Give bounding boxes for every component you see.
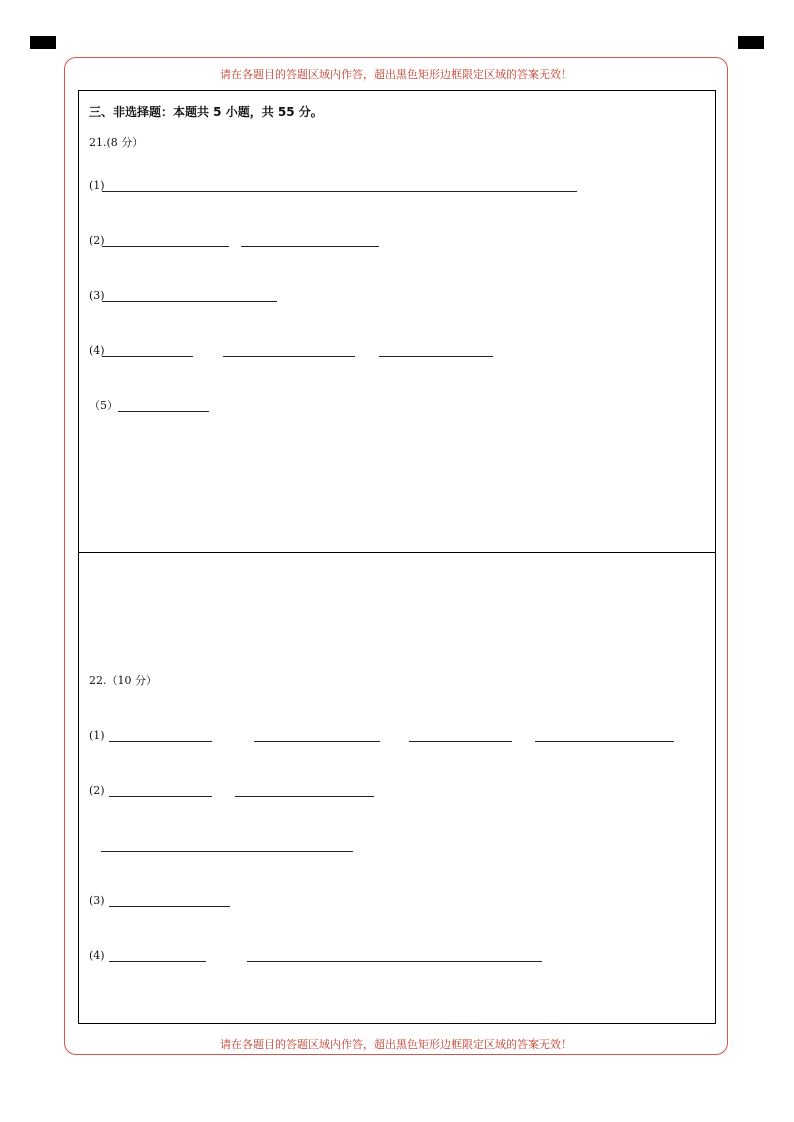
answer-box-21	[78, 90, 716, 553]
q21-part-2-answer-line-1[interactable]	[102, 246, 229, 247]
q22-part-1-answer-line-1[interactable]	[109, 741, 212, 742]
q22-part-3-answer-line[interactable]	[109, 906, 230, 907]
q21-part-4-answer-line-1[interactable]	[102, 356, 193, 357]
question-21-title: 21.(8 分）	[89, 136, 144, 149]
q22-part-3-label: (3)	[89, 894, 105, 907]
q21-part-5-label: （5）	[89, 399, 118, 412]
q21-part-5-answer-line[interactable]	[118, 411, 209, 412]
q21-part-1-label: (1)	[89, 179, 105, 192]
section-heading: 三、非选择题：本题共 5 小题，共 55 分。	[89, 105, 323, 119]
q21-part-4-answer-line-3[interactable]	[379, 356, 493, 357]
q21-part-2-label: (2)	[89, 234, 105, 247]
q21-part-4-answer-line-2[interactable]	[223, 356, 355, 357]
q21-part-4-label: (4)	[89, 344, 105, 357]
q21-part-2-answer-line-2[interactable]	[241, 246, 379, 247]
answer-box-22	[78, 552, 716, 1024]
alignment-mark-left	[30, 36, 56, 49]
q22-part-2-answer-line-3[interactable]	[101, 851, 353, 852]
q21-part-3-label: (3)	[89, 289, 105, 302]
alignment-mark-right	[738, 36, 764, 49]
q22-part-1-answer-line-3[interactable]	[409, 741, 512, 742]
q22-part-2-answer-line-2[interactable]	[235, 796, 374, 797]
q22-part-4-answer-line-1[interactable]	[109, 961, 206, 962]
q22-part-1-answer-line-4[interactable]	[535, 741, 674, 742]
q22-part-1-answer-line-2[interactable]	[254, 741, 380, 742]
notice-top: 请在各题目的答题区域内作答，超出黑色矩形边框限定区域的答案无效！	[220, 68, 572, 81]
q22-part-1-label: (1)	[89, 729, 105, 742]
q22-part-4-answer-line-2[interactable]	[247, 961, 542, 962]
q22-part-4-label: (4)	[89, 949, 105, 962]
q21-part-1-answer-line[interactable]	[102, 191, 577, 192]
q21-part-3-answer-line[interactable]	[102, 301, 277, 302]
question-22-title: 22.（10 分）	[89, 674, 157, 687]
q22-part-2-answer-line-1[interactable]	[109, 796, 212, 797]
q22-part-2-label: (2)	[89, 784, 105, 797]
notice-bottom: 请在各题目的答题区域内作答，超出黑色矩形边框限定区域的答案无效！	[220, 1038, 572, 1051]
